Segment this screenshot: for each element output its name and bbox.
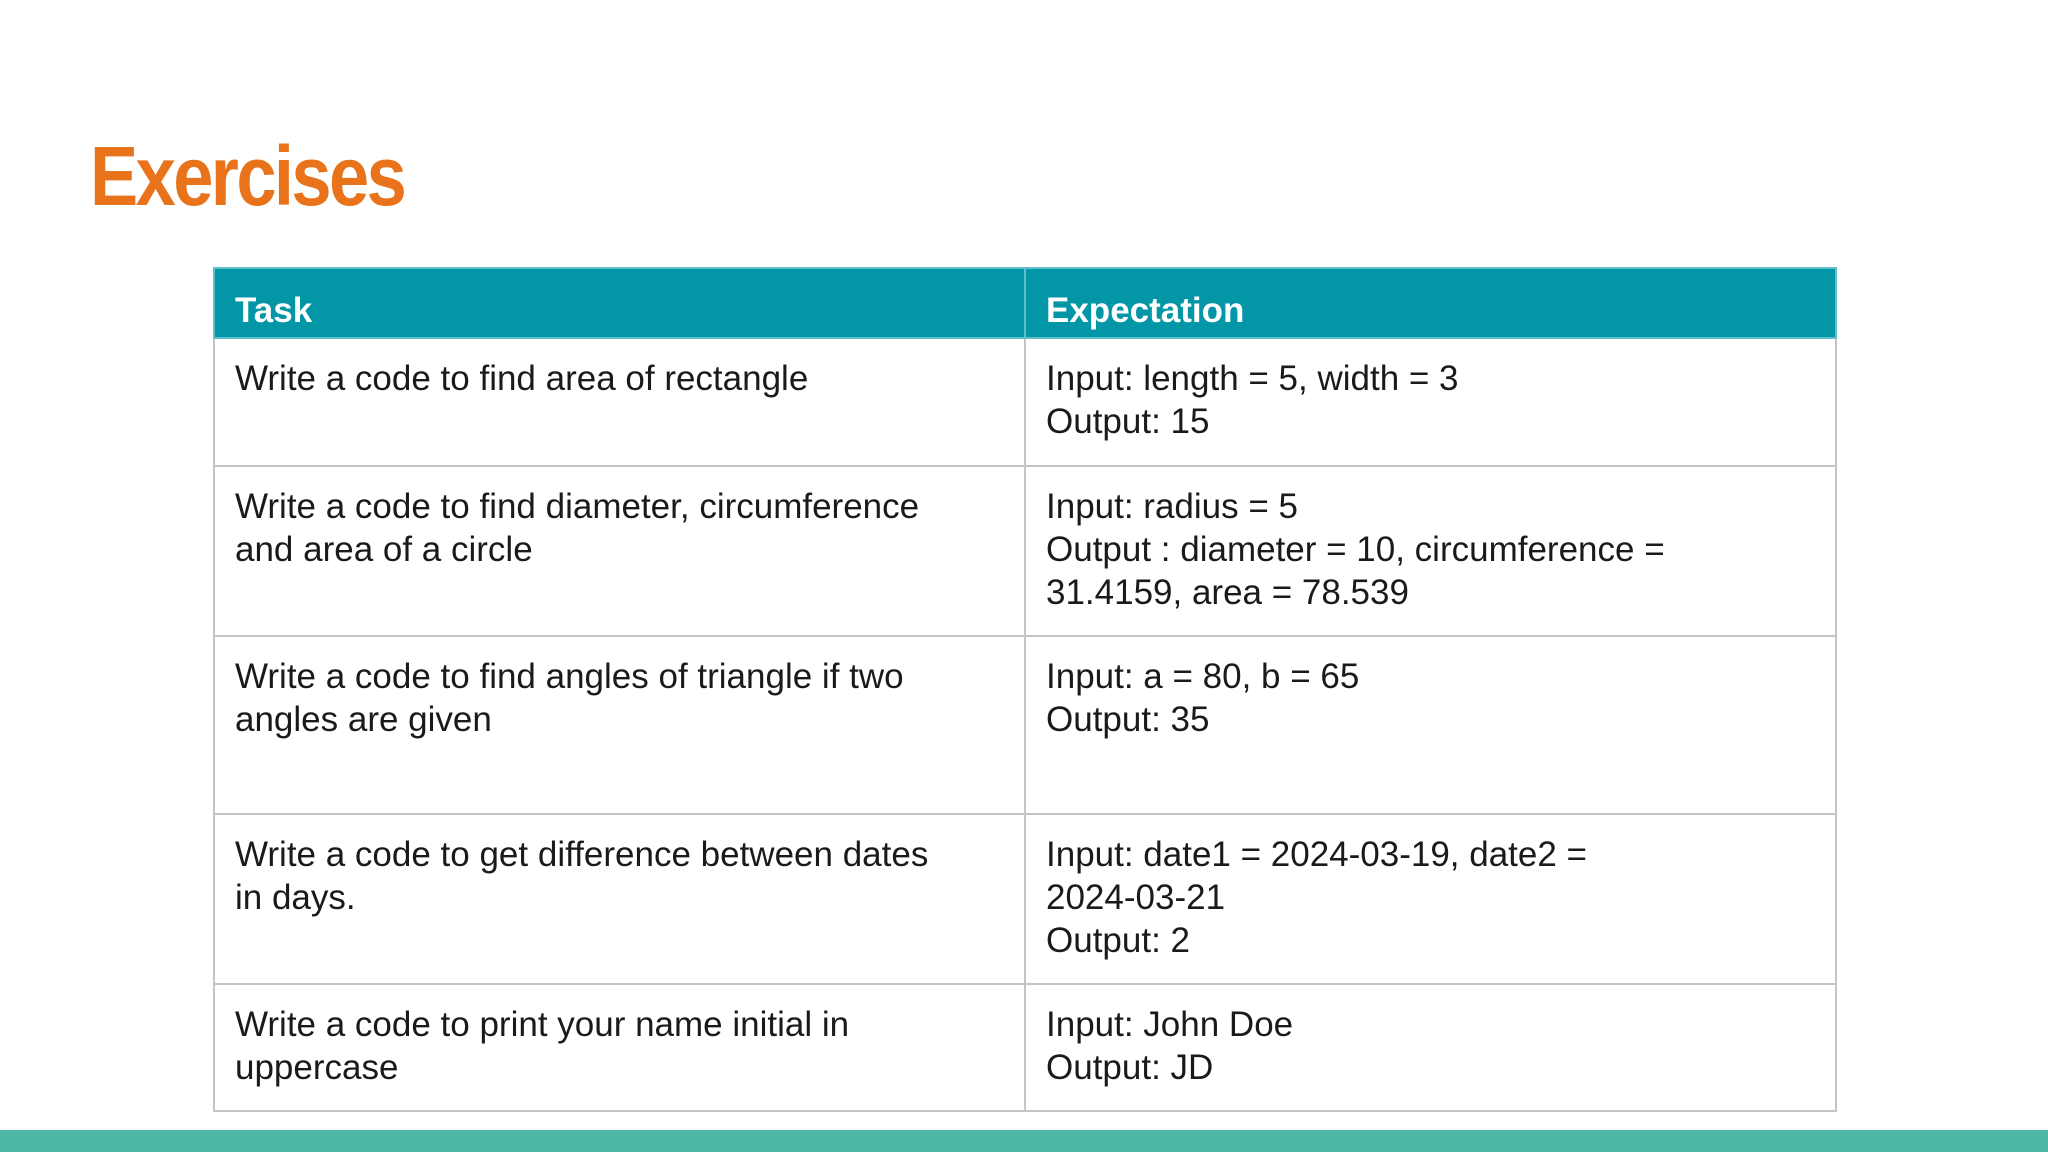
table-row <box>214 466 1836 636</box>
column-header-task: Task <box>214 268 1025 338</box>
task-cell: Write a code to get difference between dates in days. <box>214 814 1025 984</box>
expectation-cell: Input: date1 = 2024-03-19, date2 = 2024-03-21 Output: 2 <box>1025 814 1836 984</box>
task-cell: Write a code to find area of rectangle <box>214 338 1025 466</box>
exercise-table <box>213 267 1837 1112</box>
slide-title: Exercises <box>90 129 405 223</box>
expectation-cell: Input: a = 80, b = 65 Output: 35 <box>1025 636 1836 814</box>
task-cell: Write a code to print your name initial in uppercase <box>214 984 1025 1111</box>
expectation-cell: Input: length = 5, width = 3 Output: 15 <box>1025 338 1836 466</box>
footer-accent-bar <box>0 1130 2048 1152</box>
table-header-row <box>214 268 1836 338</box>
table-row <box>214 984 1836 1111</box>
task-cell: Write a code to find angles of triangle if two angles are given <box>214 636 1025 814</box>
table-row <box>214 338 1836 466</box>
column-header-expectation: Expectation <box>1025 268 1836 338</box>
task-cell: Write a code to find diameter, circumference and area of a circle <box>214 466 1025 636</box>
table-row <box>214 636 1836 814</box>
expectation-cell: Input: radius = 5 Output : diameter = 10, circumference = 31.4159, area = 78.539 <box>1025 466 1836 636</box>
table-row <box>214 814 1836 984</box>
expectation-cell: Input: John Doe Output: JD <box>1025 984 1836 1111</box>
